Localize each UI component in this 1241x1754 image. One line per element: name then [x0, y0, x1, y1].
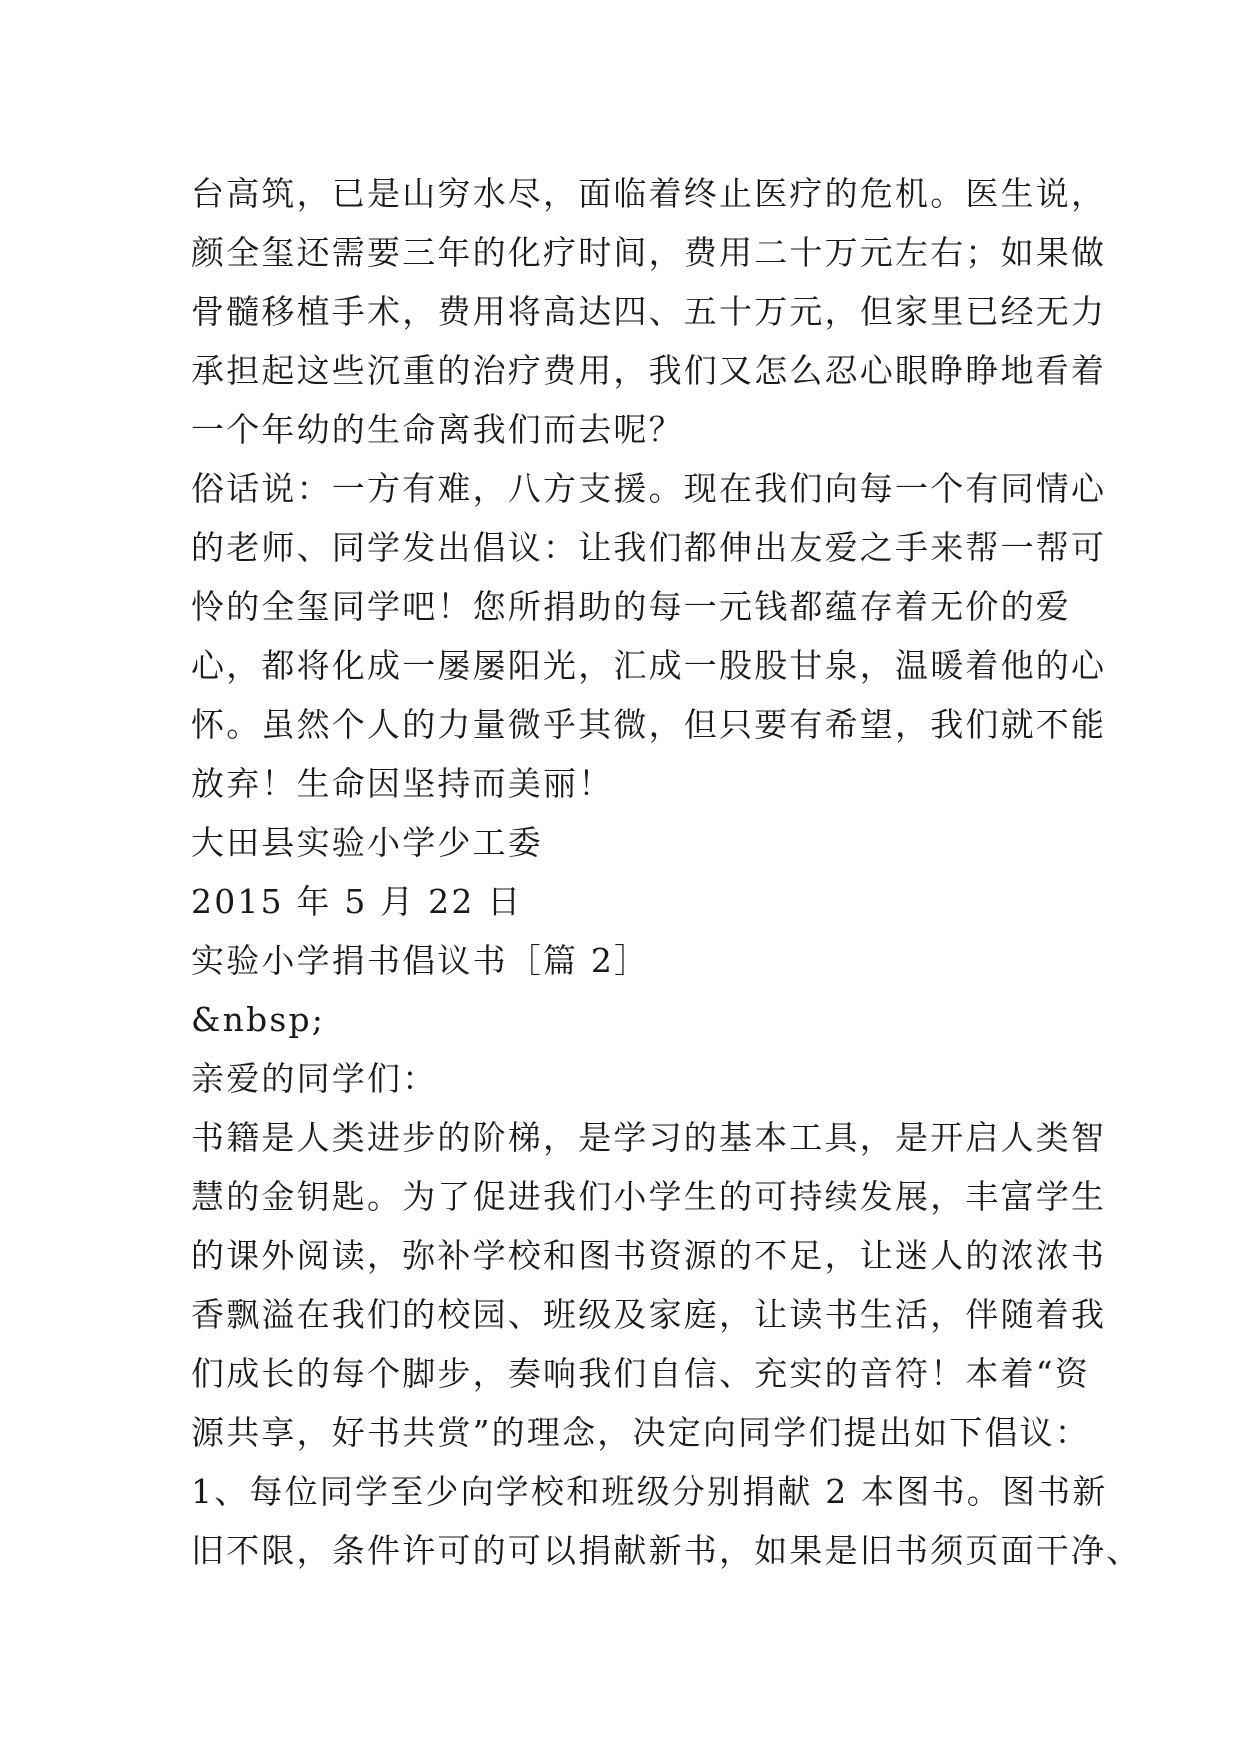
text-line: 放弃！生命因坚持而美丽！ — [191, 764, 614, 803]
text-line: 俗话说：一方有难，八方支援。现在我们向每一个有同情心 — [191, 469, 1107, 508]
signature-date: 2015 年 5 月 22 日 — [191, 882, 523, 921]
text-line: 们成长的每个脚步，奏响我们自信、充实的音符！本着“资 — [191, 1354, 1091, 1393]
text-line: 的老师、同学发出倡议：让我们都伸出友爱之手来帮一帮可 — [191, 528, 1107, 567]
document-body — [191, 164, 1142, 1580]
text-line: 承担起这些沉重的治疗费用，我们又怎么忍心眼睁睁地看着 — [191, 351, 1107, 390]
signature-organization: 大田县实验小学少工委 — [191, 823, 543, 862]
text-line: 书籍是人类进步的阶梯，是学习的基本工具，是开启人类智 — [191, 1118, 1107, 1157]
text-line: 香飘溢在我们的校园、班级及家庭，让读书生活，伴随着我 — [191, 1295, 1107, 1334]
section-title: 实验小学捐书倡议书［篇 2］ — [191, 941, 650, 980]
text-line: 的课外阅读，弥补学校和图书资源的不足，让迷人的浓浓书 — [191, 1236, 1107, 1275]
text-line: 源共享，好书共赏”的理念，决定向同学们提出如下倡议： — [191, 1413, 1091, 1452]
text-line: &nbsp; — [191, 1000, 326, 1039]
text-line: 颜全玺还需要三年的化疗时间，费用二十万元左右；如果做 — [191, 233, 1107, 272]
text-line: 怜的全玺同学吧！您所捐助的每一元钱都蕴存着无价的爱 — [191, 587, 1071, 626]
text-line: 旧不限，条件许可的可以捐献新书，如果是旧书须页面干净、 — [191, 1531, 1142, 1570]
text-line: 怀。虽然个人的力量微乎其微，但只要有希望，我们就不能 — [191, 705, 1107, 744]
salutation: 亲爱的同学们： — [191, 1059, 438, 1098]
text-line: 1、每位同学至少向学校和班级分别捐献 2 本图书。图书新 — [191, 1472, 1108, 1511]
text-line: 一个年幼的生命离我们而去呢？ — [191, 410, 684, 449]
text-line: 骨髓移植手术，费用将高达四、五十万元，但家里已经无力 — [191, 292, 1107, 331]
text-line: 台高筑，已是山穷水尽，面临着终止医疗的危机。医生说， — [191, 174, 1107, 213]
text-line: 慧的金钥匙。为了促进我们小学生的可持续发展，丰富学生 — [191, 1177, 1107, 1216]
text-line: 心，都将化成一屡屡阳光，汇成一股股甘泉，温暖着他的心 — [191, 646, 1107, 685]
